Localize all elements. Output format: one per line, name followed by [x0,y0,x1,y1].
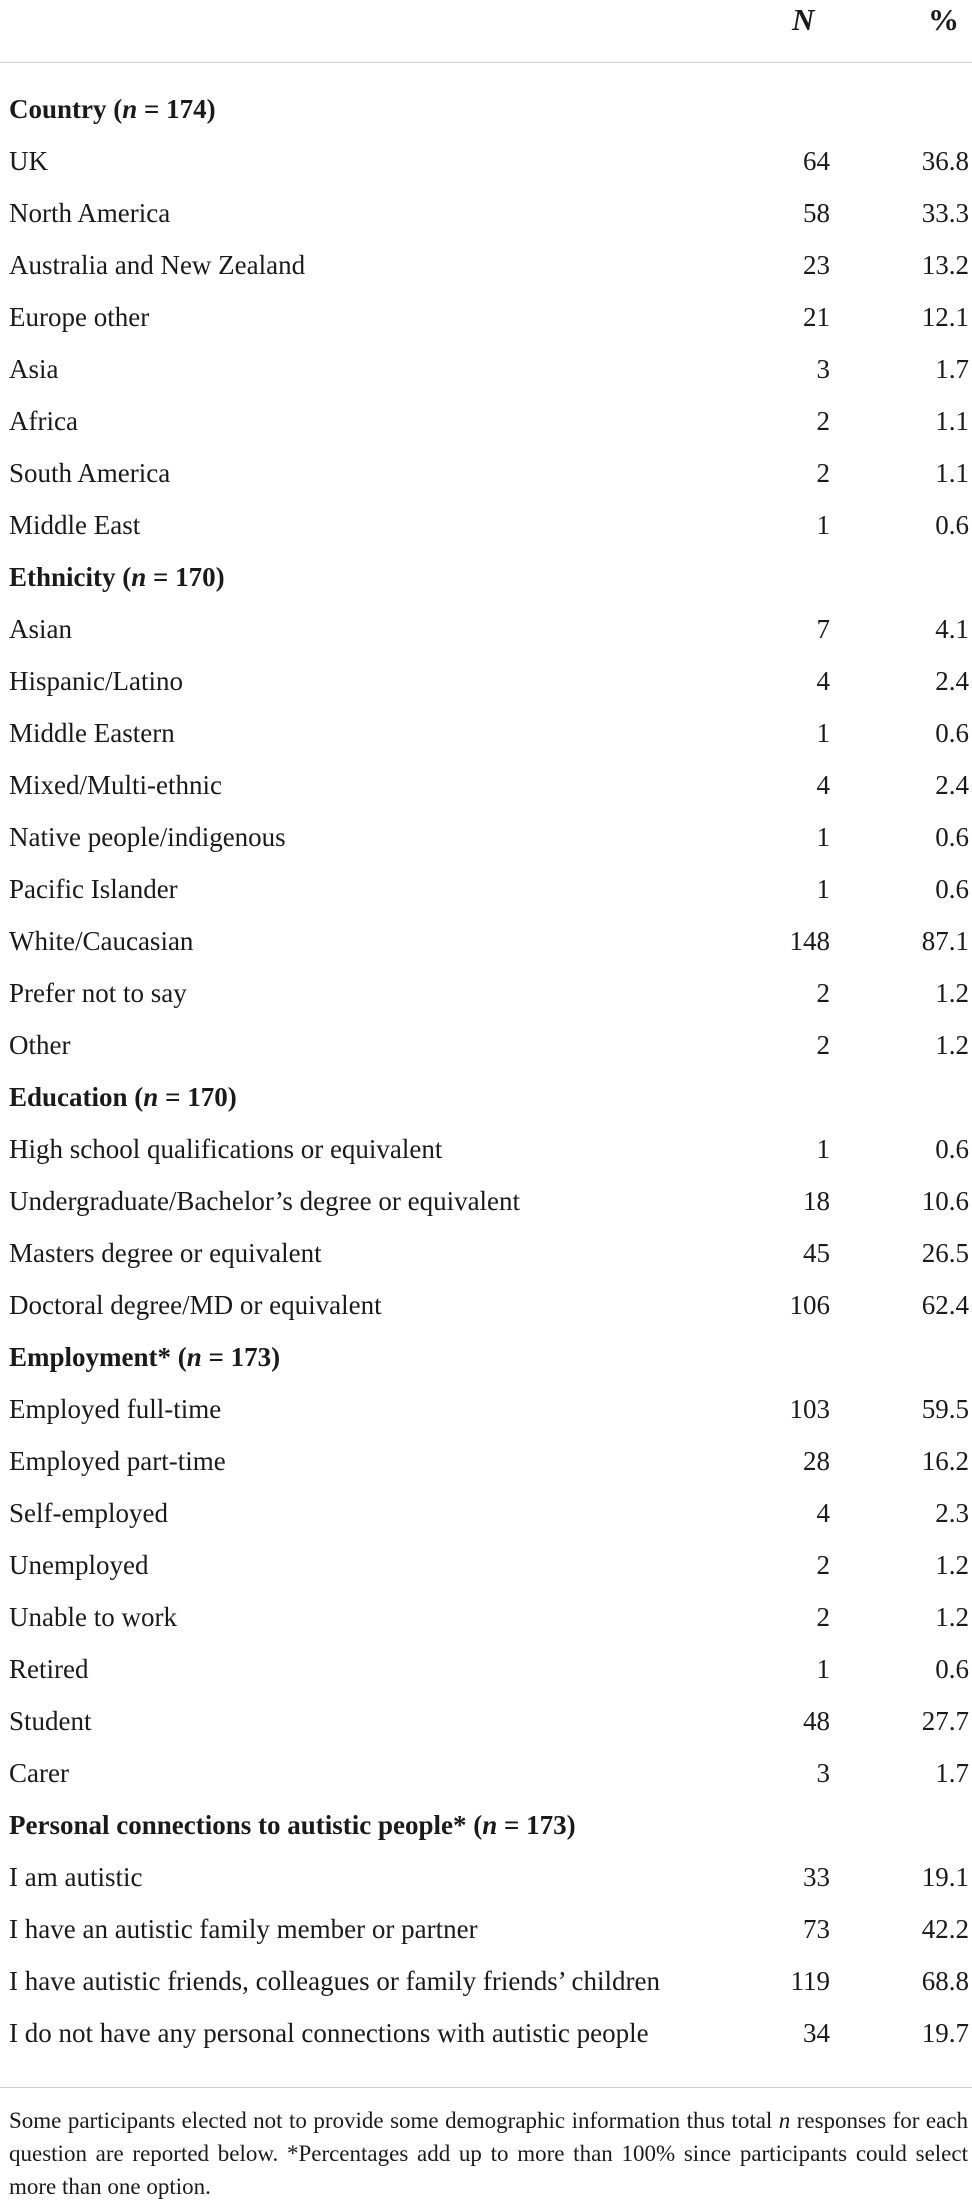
row-label: Asian [9,614,72,644]
row-percent: 0.6 [935,510,969,540]
row-label: Retired [9,1654,89,1684]
row-percent: 27.7 [921,1706,969,1736]
row-count: 64 [803,146,830,176]
table-header [0,0,972,63]
row-percent: 2.4 [935,770,969,800]
row-percent: 1.1 [935,458,969,488]
row-percent: 0.6 [935,1654,969,1684]
row-count: 18 [803,1186,830,1216]
table-row [0,1123,972,1175]
row-label: Undergraduate/Bachelor’s degree or equivalent [9,1186,521,1216]
section-n-value: = 170) [158,1082,237,1112]
table-row [0,2007,972,2059]
column-header-percent: % [928,2,959,37]
row-count: 2 [816,1550,830,1580]
table-row [0,135,972,187]
section-n-variable: n [131,562,147,592]
row-percent: 33.3 [921,198,969,228]
table-row [0,1643,972,1695]
row-label: Middle Eastern [9,718,175,748]
table-row [0,1955,972,2007]
row-percent: 16.2 [921,1446,969,1476]
row-count: 45 [803,1238,830,1268]
row-count: 2 [816,1602,830,1632]
row-label: Employed part-time [9,1446,226,1476]
row-percent: 1.7 [935,1758,969,1788]
section-title [9,1071,237,1123]
row-percent: 1.7 [935,354,969,384]
row-percent: 0.6 [935,874,969,904]
section-title-text: Employment* ( [9,1342,187,1372]
row-percent: 0.6 [935,718,969,748]
row-label: Prefer not to say [9,978,187,1008]
table-row [0,187,972,239]
table-row [0,707,972,759]
table-row [0,1591,972,1643]
table-row [0,967,972,1019]
table-row [0,343,972,395]
section-header-row [0,551,972,603]
row-count: 3 [816,1758,830,1788]
row-label: Carer [9,1758,69,1788]
table-row [0,1435,972,1487]
section-header-row [0,1799,972,1851]
table-row [0,1383,972,1435]
table-row [0,1175,972,1227]
row-count: 7 [816,614,830,644]
row-count: 23 [803,250,830,280]
row-label: South America [9,458,171,488]
row-count: 48 [803,1706,830,1736]
row-percent: 2.4 [935,666,969,696]
section-n-value: = 173) [497,1810,576,1840]
row-percent: 19.1 [921,1862,969,1892]
row-label: High school qualifications or equivalent [9,1134,443,1164]
section-n-variable: n [482,1810,498,1840]
table-row [0,1487,972,1539]
row-label: Native people/indigenous [9,822,286,852]
row-count: 4 [816,770,830,800]
footnote-part1: Some participants elected not to provide some demographic information thus total [9,2108,779,2133]
section-title [9,1799,576,1851]
row-label: Doctoral degree/MD or equivalent [9,1290,382,1320]
row-percent: 0.6 [935,822,969,852]
table-row [0,1903,972,1955]
row-label: Australia and New Zealand [9,250,306,280]
table-row [0,655,972,707]
row-count: 58 [803,198,830,228]
section-n-value: = 173) [201,1342,281,1372]
row-percent: 10.6 [921,1186,969,1216]
row-percent: 1.1 [935,406,969,436]
row-label: I have an autistic family member or partner [9,1914,478,1944]
section-title-text: Country ( [9,94,123,124]
section-header-row [0,1071,972,1123]
row-count: 2 [816,458,830,488]
table-row [0,447,972,499]
section-n-variable: n [186,1342,202,1372]
table-footnote [0,2087,972,2203]
row-count: 1 [816,874,830,904]
row-percent: 59.5 [921,1394,969,1424]
section-header-row [0,1331,972,1383]
row-percent: 26.5 [921,1238,969,1268]
row-label: Student [9,1706,92,1736]
row-label: I do not have any personal connections with autistic people [9,2018,649,2048]
row-count: 148 [789,926,830,956]
row-percent: 1.2 [935,978,969,1008]
row-label: Unemployed [9,1550,149,1580]
section-header-row [0,83,972,135]
row-count: 73 [803,1914,830,1944]
section-title-text: Education ( [9,1082,144,1112]
row-count: 1 [816,822,830,852]
row-label: Masters degree or equivalent [9,1238,322,1268]
table-row [0,291,972,343]
row-label: Asia [9,354,59,384]
section-n-value: = 174) [137,94,216,124]
table-row [0,1539,972,1591]
row-count: 28 [803,1446,830,1476]
section-title-text: Ethnicity ( [9,562,132,592]
row-label: Employed full-time [9,1394,222,1424]
row-percent: 4.1 [935,614,969,644]
row-count: 2 [816,1030,830,1060]
row-label: North America [9,198,171,228]
table-row [0,1227,972,1279]
row-percent: 1.2 [935,1550,969,1580]
row-count: 1 [816,718,830,748]
row-count: 4 [816,666,830,696]
row-percent: 1.2 [935,1602,969,1632]
row-percent: 42.2 [921,1914,969,1944]
row-count: 2 [816,406,830,436]
table-row [0,499,972,551]
row-percent: 12.1 [921,302,969,332]
row-label: Africa [9,406,78,436]
row-percent: 68.8 [921,1966,969,1996]
table-row [0,603,972,655]
row-percent: 62.4 [921,1290,969,1320]
row-percent: 19.7 [921,2018,969,2048]
row-label: Self-employed [9,1498,168,1528]
row-count: 1 [816,1654,830,1684]
row-percent: 36.8 [921,146,969,176]
row-label: White/Caucasian [9,926,194,956]
row-count: 106 [789,1290,830,1320]
row-label: I have autistic friends, colleagues or family friends’ children [9,1966,661,1996]
row-count: 1 [816,510,830,540]
row-label: Hispanic/Latino [9,666,183,696]
table-row [0,1695,972,1747]
table-body [0,63,972,2059]
row-count: 21 [803,302,830,332]
section-title [9,1331,280,1383]
column-header-n: N [792,2,815,37]
row-count: 103 [789,1394,830,1424]
table-row [0,915,972,967]
section-n-value: = 170) [146,562,225,592]
row-label: I am autistic [9,1862,143,1892]
section-title [9,551,225,603]
row-label: Pacific Islander [9,874,178,904]
footnote-n-variable: n [778,2108,791,2133]
section-title-text: Personal connections to autistic people* ( [9,1810,483,1840]
row-percent: 87.1 [921,926,969,956]
row-label: Middle East [9,510,141,540]
row-label: Mixed/Multi-ethnic [9,770,222,800]
table-row [0,759,972,811]
row-percent: 13.2 [921,250,969,280]
row-percent: 2.3 [935,1498,969,1528]
row-label: UK [9,146,48,176]
table-row [0,811,972,863]
section-n-variable: n [143,1082,159,1112]
table-row [0,395,972,447]
table-row [0,863,972,915]
table-row [0,239,972,291]
section-title [9,83,216,135]
row-label: Other [9,1030,71,1060]
table-row [0,1019,972,1071]
row-count: 34 [803,2018,830,2048]
footnote-part2: responses for each question are reported below. *Percentages add up to more than 100% since participants could select more than one option. [9,2108,969,2199]
row-count: 119 [790,1966,830,1996]
row-label: Unable to work [9,1602,177,1632]
row-count: 4 [816,1498,830,1528]
table-row [0,1747,972,1799]
table-row [0,1851,972,1903]
section-n-variable: n [122,94,138,124]
row-count: 33 [803,1862,830,1892]
row-percent: 1.2 [935,1030,969,1060]
row-count: 1 [816,1134,830,1164]
table-row [0,1279,972,1331]
row-percent: 0.6 [935,1134,969,1164]
row-label: Europe other [9,302,150,332]
row-count: 3 [816,354,830,384]
row-count: 2 [816,978,830,1008]
